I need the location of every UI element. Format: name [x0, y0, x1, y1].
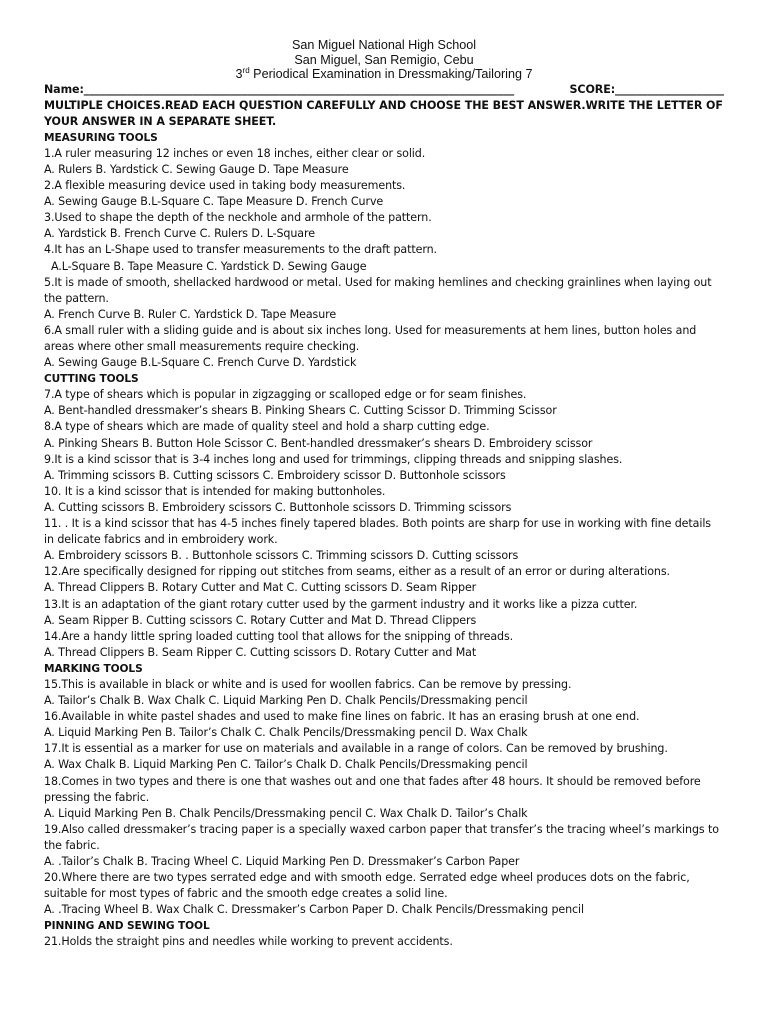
section-measuring-tools: MEASURING TOOLS: [44, 131, 158, 144]
question-2: 2.A flexible measuring device used in taking body measurements.: [44, 179, 406, 193]
choices-2: A. Sewing Gauge B.L-Square C. Tape Measure D. French Curve: [44, 195, 384, 209]
question-9: 9.It is a kind scissor that is 3-4 inches long and used for trimmings, clipping threads and snipping slashes.: [44, 452, 623, 466]
exam-header: [44, 38, 724, 82]
choices-3: A. Yardstick B. French Curve C. Rulers D. L-Square: [44, 227, 315, 241]
choices-5: A. French Curve B. Ruler C. Yardstick D. Tape Measure: [44, 307, 337, 321]
section-cutting-tools: CUTTING TOOLS: [44, 373, 139, 386]
choices-11: A. Embroidery scissors B. . Buttonhole scissors C. Trimming scissors D. Cutting scissors: [44, 549, 519, 563]
choices-13: A. Seam Ripper B. Cutting scissors C. Rotary Cutter and Mat D. Thread Clippers: [44, 613, 477, 627]
question-6: 6.A small ruler with a sliding guide and is about six inches long. Used for measurements at hem lines, button holes and areas where other small measurements require checking.: [44, 323, 697, 353]
score-field[interactable]: SCORE:____________________: [569, 82, 724, 96]
choices-8: A. Pinking Shears B. Button Hole Scissor C. Bent-handled dressmaker’s shears D. Embroidery scissor: [44, 436, 593, 450]
choices-6: A. Sewing Gauge B.L-Square C. French Curve D. Yardstick: [44, 356, 357, 370]
question-21: 21.Holds the straight pins and needles while working to prevent accidents.: [44, 935, 453, 949]
instructions: MULTIPLE CHOICES.READ EACH QUESTION CAREFULLY AND CHOOSE THE BEST ANSWER.WRITE THE LETTER OF YOUR ANSWER IN A SEPARATE SHEET.: [44, 98, 723, 128]
choices-7: A. Bent-handled dressmaker’s shears B. Pinking Shears C. Cutting Scissor D. Trimming Scissor: [44, 404, 557, 418]
choices-14: A. Thread Clippers B. Seam Ripper C. Cutting scissors D. Rotary Cutter and Mat: [44, 645, 477, 659]
question-15: 15.This is available in black or white and is used for woollen fabrics. Can be remove by pressing.: [44, 677, 572, 691]
choices-12: A. Thread Clippers B. Rotary Cutter and Mat C. Cutting scissors D. Seam Ripper: [44, 581, 477, 595]
question-18: 18.Comes in two types and there is one that washes out and one that fades after 48 hours. It should be removed before pressing the fabric.: [44, 774, 701, 804]
choices-4: A.L-Square B. Tape Measure C. Yardstick D. Sewing Gauge: [51, 259, 367, 273]
question-19: 19.Also called dressmaker’s tracing paper is a specially waxed carbon paper that transfer’s the tracing wheel’s markings to the fabric.: [44, 822, 719, 852]
choices-9: A. Trimming scissors B. Cutting scissors C. Embroidery scissor D. Buttonhole scissors: [44, 468, 506, 482]
name-field[interactable]: Name:_______________________________________________________________________________: [44, 82, 515, 96]
question-14: 14.Are a handy little spring loaded cutting tool that allows for the snipping of threads.: [44, 629, 514, 643]
question-1: 1.A ruler measuring 12 inches or even 18 inches, either clear or solid.: [44, 146, 426, 160]
school-name: San Miguel National High School: [291, 38, 477, 52]
choices-16: A. Liquid Marking Pen B. Tailor’s Chalk C. Chalk Pencils/Dressmaking pencil D. Wax Chalk: [44, 726, 528, 740]
choices-1: A. Rulers B. Yardstick C. Sewing Gauge D. Tape Measure: [44, 162, 349, 176]
choices-17: A. Wax Chalk B. Liquid Marking Pen C. Tailor’s Chalk D. Chalk Pencils/Dressmaking pencil: [44, 758, 528, 772]
question-3: 3.Used to shape the depth of the neckhole and armhole of the pattern.: [44, 211, 432, 225]
choices-19: A. .Tailor’s Chalk B. Tracing Wheel C. Liquid Marking Pen D. Dressmaker’s Carbon Paper: [44, 855, 520, 868]
school-address: San Miguel, San Remigio, Cebu: [294, 52, 474, 67]
question-7: 7.A type of shears which is popular in zigzagging or scalloped edge or for seam finishes.: [44, 388, 527, 402]
question-13: 13.It is an adaptation of the giant rotary cutter used by the garment industry and it works like a pizza cutter.: [44, 597, 638, 611]
choices-15: A. Tailor’s Chalk B. Wax Chalk C. Liquid Marking Pen D. Chalk Pencils/Dressmaking pencil: [44, 694, 528, 708]
choices-10: A. Cutting scissors B. Embroidery scissors C. Buttonhole scissors D. Trimming scissors: [44, 500, 512, 514]
question-4: 4.It has an L-Shape used to transfer measurements to the draft pattern.: [44, 243, 437, 257]
choices-20: A. .Tracing Wheel B. Wax Chalk C. Dressmaker’s Carbon Paper D. Chalk Pencils/Dressmaking pencil: [44, 903, 585, 917]
exam-page: [44, 38, 724, 951]
question-17: 17.It is essential as a marker for use on materials and available in a range of colors. Can be removed by brushing.: [44, 742, 668, 756]
question-10: 10. It is a kind scissor that is intended for making buttonholes.: [44, 484, 386, 498]
name-score-line: [44, 82, 724, 98]
exam-title: 3rd Periodical Examination in Dressmaking/Tailoring 7: [235, 65, 533, 81]
question-16: 16.Available in white pastel shades and used to make fine lines on fabric. It has an erasing brush at one end.: [44, 710, 640, 724]
question-5: 5.It is made of smooth, shellacked hardwood or metal. Used for making hemlines and checking grainlines when laying out the pattern.: [44, 275, 712, 305]
question-8: 8.A type of shears which are made of quality steel and hold a sharp cutting edge.: [44, 420, 490, 434]
exam-body: [44, 82, 724, 951]
section-marking-tools: MARKING TOOLS: [44, 662, 143, 675]
question-20: 20.Where there are two types serrated edge and with smooth edge. Serrated edge wheel produces dots on the fabric, suitable for most types of fabric and the smooth edge creates a solid line.: [44, 871, 690, 901]
choices-18: A. Liquid Marking Pen B. Chalk Pencils/Dressmaking pencil C. Wax Chalk D. Tailor’s Chalk: [44, 806, 528, 820]
question-12: 12.Are specifically designed for ripping out stitches from seams, either as a result of an error or during alterations.: [44, 565, 670, 579]
question-11: 11. . It is a kind scissor that has 4-5 inches finely tapered blades. Both points are sharp for use in working with fine details in delicate fabrics and in embroidery work.: [44, 517, 711, 547]
section-pinning-sewing-tool: PINNING AND SEWING TOOL: [44, 920, 210, 933]
